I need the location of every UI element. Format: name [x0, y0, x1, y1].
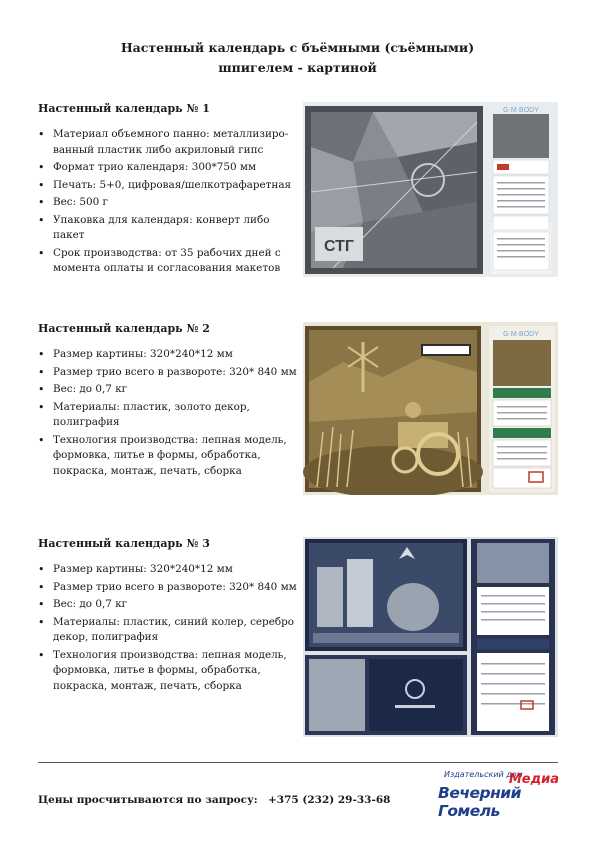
spec-item: • Материалы: пластик, золото декор, полиграфия: [38, 400, 300, 431]
calendar-2-photo: [303, 322, 558, 495]
spec-item: • Размер трио всего в развороте: 320* 840 мм: [38, 580, 300, 596]
spec-item: • Вес: до 0,7 кг: [38, 382, 300, 398]
spec-item: • Технология производства: лепная модель, формовка, литье в формы, обработка, покраска, монтаж, печать, сборка: [38, 648, 300, 695]
spec-item: • Вес: до 0,7 кг: [38, 597, 300, 613]
section-3-heading: Настенный календарь № 3: [38, 537, 210, 550]
brand-text: G·M·BODY: [503, 331, 539, 338]
page-title-line-2: шпигелем - картиной: [218, 60, 377, 75]
spec-item: • Вес: 500 г: [38, 195, 300, 211]
section-3-spec-list: [38, 562, 300, 696]
calendar-3-photo: [303, 537, 558, 737]
calendar-3-photo-art: [303, 537, 558, 737]
spec-item: • Упаковка для календаря: конверт либо пакет: [38, 213, 300, 244]
calendar-2-photo-art: [303, 322, 558, 495]
publisher-logo: [438, 770, 563, 820]
spec-item: • Размер трио всего в развороте: 320* 840 мм: [38, 365, 300, 381]
spec-item: • Материалы: пластик, синий колер, серебро декор, полиграфия: [38, 615, 300, 646]
spec-item: • Технология производства: лепная модель, формовка, литье в формы, обработка, покраска, монтаж, печать, сборка: [38, 433, 300, 480]
logo-media-text: Медиа: [508, 772, 559, 787]
section-2-spec-list: [38, 347, 300, 481]
footer-divider: [38, 762, 558, 763]
logo-main-text: Вечерний Гомель: [438, 784, 522, 820]
calendar-1-photo: [303, 102, 558, 277]
section-2-heading: Настенный календарь № 2: [38, 322, 210, 335]
panel-logo-text: СТГ: [324, 238, 354, 255]
spec-item: • Срок производства: от 35 рабочих дней с момента оплаты и согласования макетов: [38, 246, 300, 277]
spec-item: • Размер картины: 320*240*12 мм: [38, 562, 300, 578]
brand-text: G·M·BODY: [503, 107, 539, 114]
page-title-line-1: Настенный календарь с бъёмными (съёмными): [120, 40, 475, 55]
calendar-1-photo-art: [303, 102, 558, 277]
section-1-spec-list: [38, 127, 300, 279]
spec-item: • Печать: 5+0, цифровая/шелкотрафаретная: [38, 178, 300, 194]
spec-item: • Формат трио календаря: 300*750 мм: [38, 160, 300, 176]
page-title: [0, 38, 595, 78]
spec-item: • Размер картины: 320*240*12 мм: [38, 347, 300, 363]
logo-top-text: Издательский дом: [444, 770, 523, 779]
footer-phone-link[interactable]: +375 (232) 29-33-68: [268, 794, 391, 806]
footer-price-note: Цены просчитываются по запросу:: [38, 794, 258, 806]
spec-item: • Материал объемного панно: металлизиро-ванный пластик либо акриловый гипс: [38, 127, 300, 158]
section-1-heading: Настенный календарь № 1: [38, 102, 210, 115]
